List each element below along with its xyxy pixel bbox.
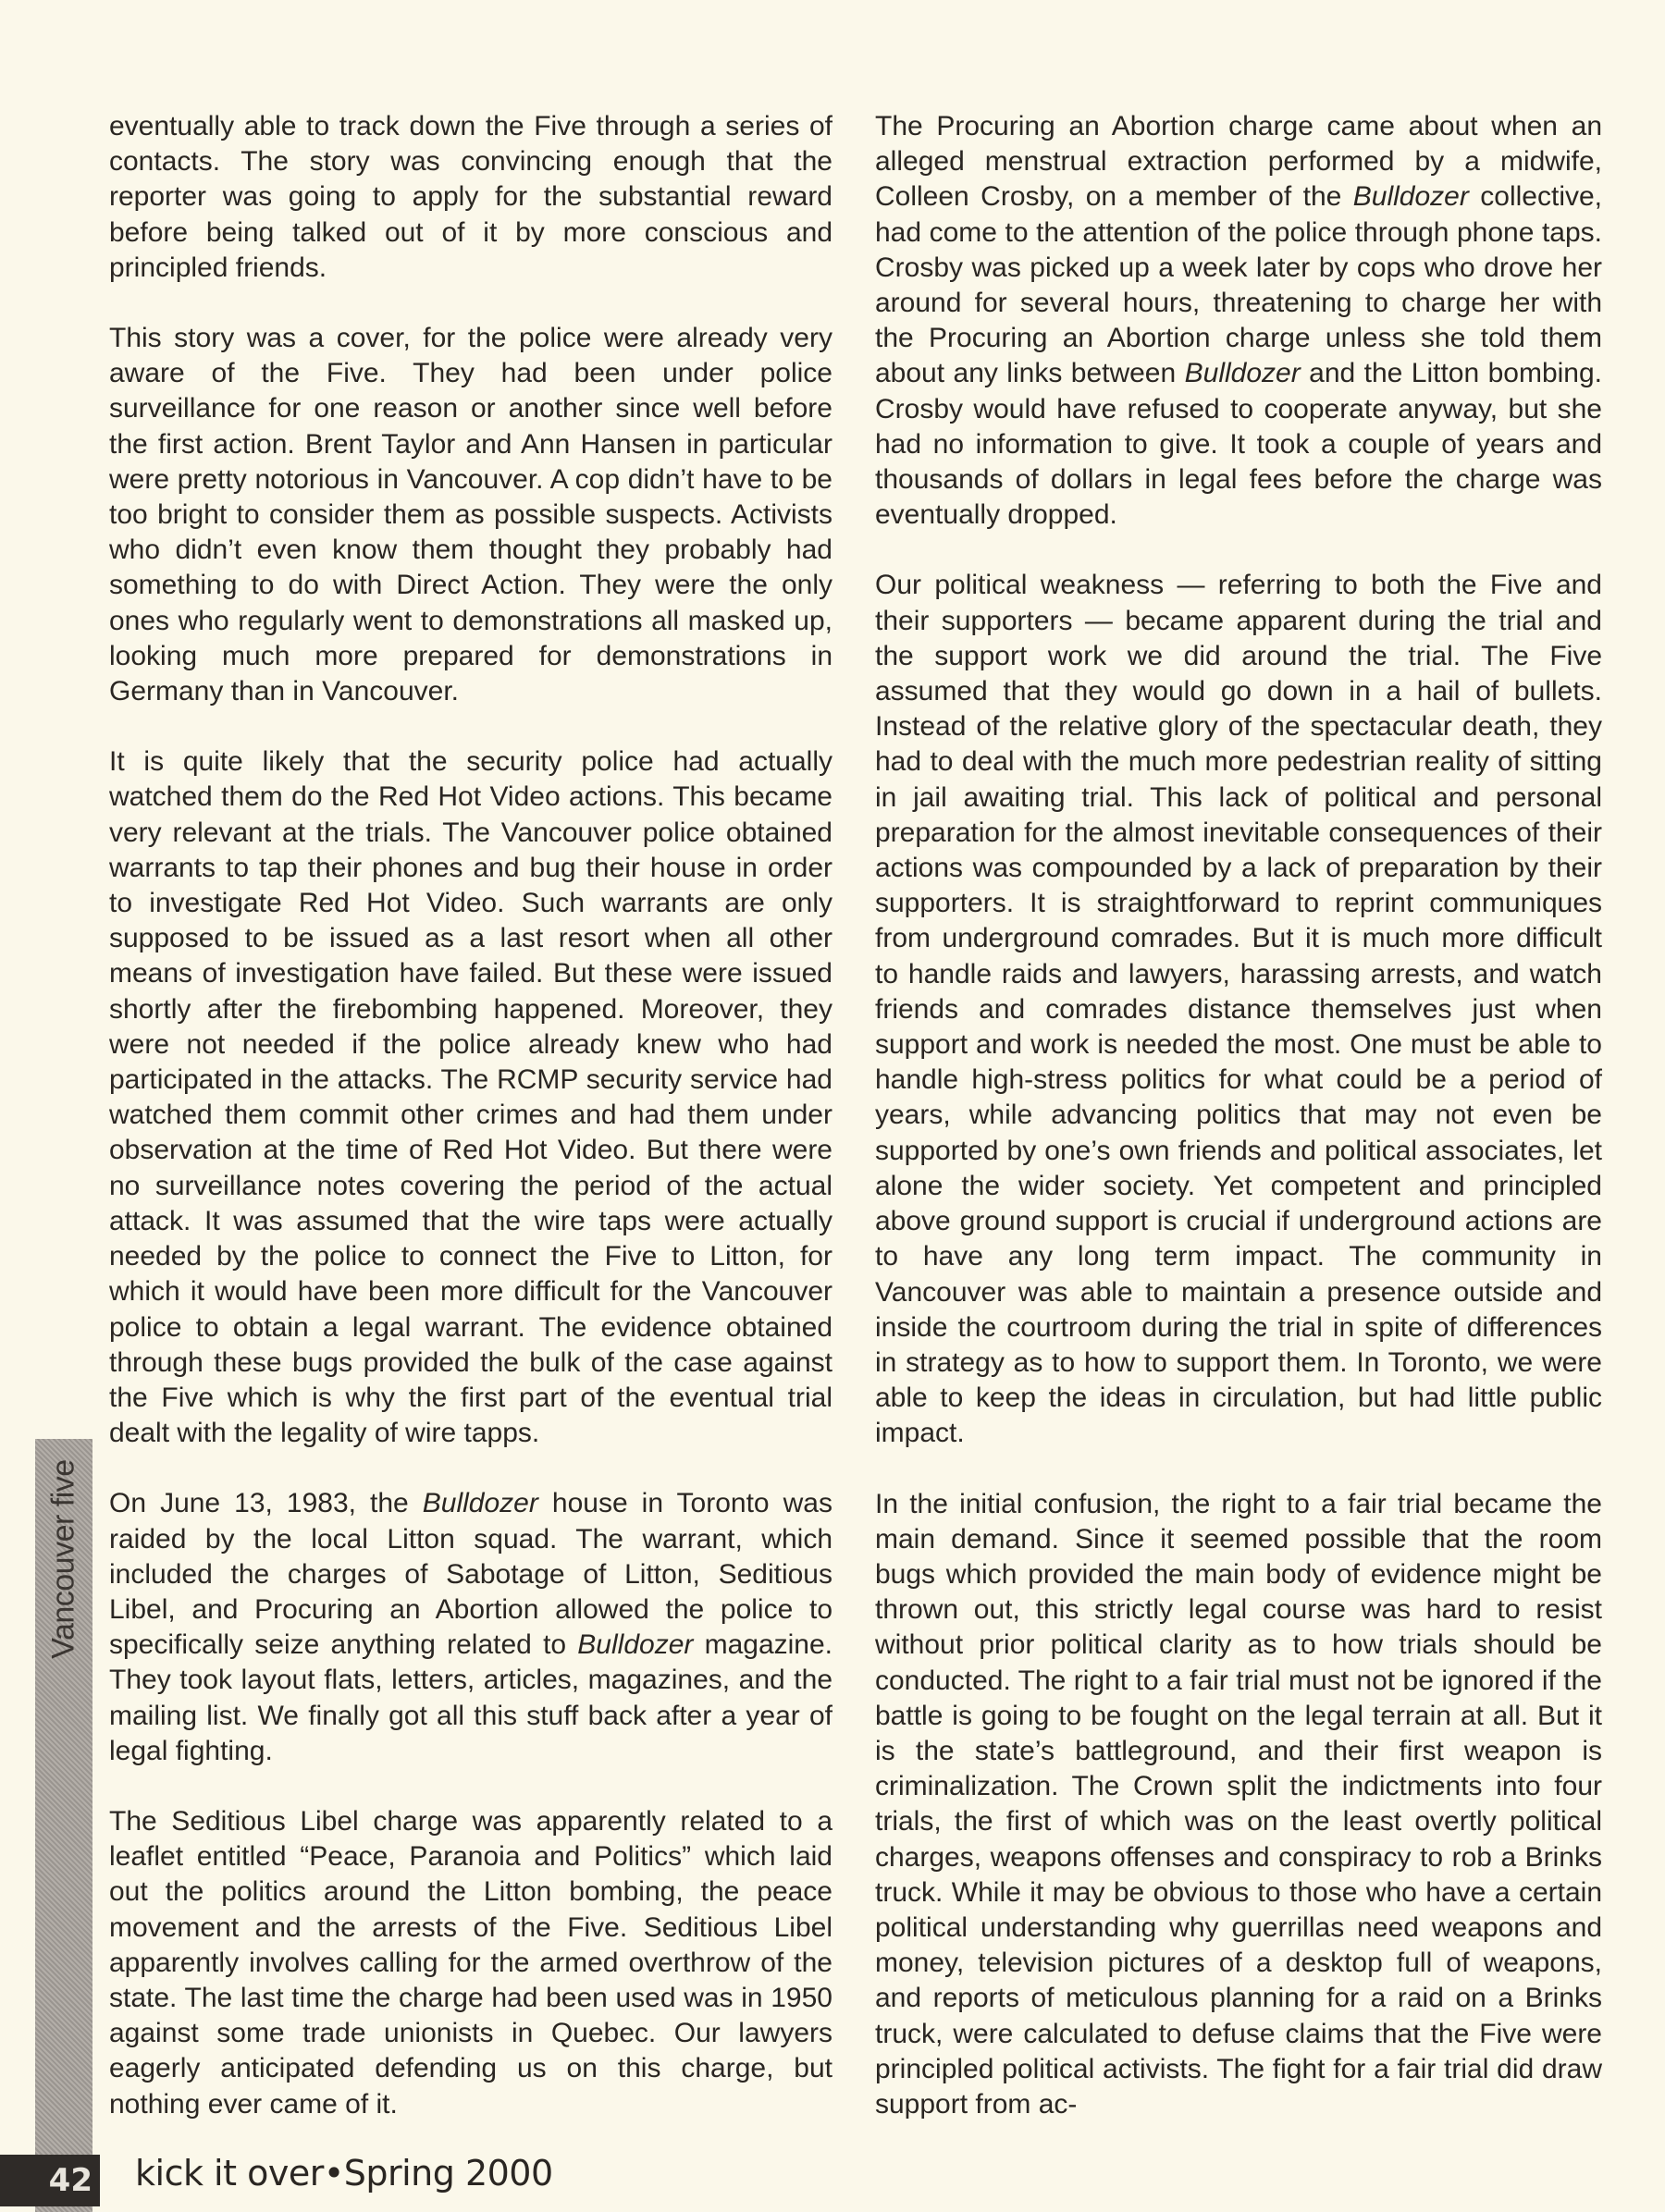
right-column	[875, 109, 1602, 2157]
text: and the Litton bombing. Crosby would have refused to cooperate anyway, but she had no information to give. It took a couple of years and thousands of dollars in legal fees before the charge was eventually dropped.	[875, 358, 1602, 531]
section-label	[35, 1439, 92, 1679]
footer-publication	[135, 2153, 553, 2194]
text: collective, had come to the attention of the police through phone taps. Crosby was picked up a week later by cops who drove her around for several hours, threatening to charge her with the Procuring an Abortion charge unless she told them about any links between	[875, 181, 1603, 389]
text: The Procuring an Abortion charge came about when an alleged menstrual extraction performed by a midwife, Colleen Crosby, on a member of the	[875, 111, 1602, 213]
publication-name: Bulldozer	[577, 1629, 694, 1661]
paragraph: eventually able to track down the Five through a series of contacts. The story was convincing enough that the reporter was going to apply for the substantial reward before being talked out of it by more conscious and principled friends.	[109, 111, 832, 283]
paragraph: This story was a cover, for the police were already very aware of the Five. They had been under police surveillance for one reason or another since well before the first action. Brent Taylor and Ann Hansen in particular were pretty notorious in Vancouver. A cop didn’t have to be too bright to consider them as possible suspects. Activists who didn’t even know them thought they probably had something to do with Direct Action. They were the only ones who regularly went to demonstrations all masked up, looking much more prepared for demonstrations in Germany than in Vancouver.	[109, 323, 832, 707]
paragraph	[109, 1486, 832, 1769]
publication-title: kick it over	[135, 2153, 324, 2194]
section-label-text: Vancouver five	[45, 1459, 81, 1659]
left-column	[109, 109, 832, 2157]
paragraph	[875, 109, 1602, 533]
paragraph: The Seditious Libel charge was apparently related to a leaflet entitled “Peace, Paranoia and Politics” which laid out the politics around the Litton bombing, the peace movement and the arrests of the Five. Seditious Libel apparently involves calling for the armed overthrow of the state. The last time the charge had been used was in 1950 against some trade unionists in Quebec. Our lawyers eagerly anticipated defending us on this charge, but nothing ever came of it.	[109, 1805, 832, 2120]
page-number: 42	[0, 2155, 100, 2206]
bullet-separator: •	[323, 2153, 344, 2194]
paragraph: Our political weakness — referring to both the Five and their supporters — became apparent during the trial and the support work we did around the trial. The Five assumed that they would go down in a hail of bullets. Instead of the relative glory of the spectacular death, they had to deal with the much more pedestrian reality of sitting in jail awaiting trial. This lack of political and personal preparation for the almost inevitable consequences of their actions was compounded by a lack of preparation by their supporters. It is straightforward to reprint communiques from underground comrades. But it is much more difficult to handle raids and lawyers, harassing arrests, and watch friends and comrades distance themselves just when support and work is needed the most. One must be able to handle high-stress politics for what could be a period of years, while advancing politics that may not even be supported by one’s own friends and political associates, let alone the wider society. Yet competent and principled above ground support is crucial if underground actions are to have any long term impact. The community in Vancouver was able to maintain a presence outside and inside the courtroom during the trial in spite of differences in strategy as to how to support them. In Toronto, we were able to keep the ideas in circulation, but had little public impact.	[875, 570, 1602, 1449]
paragraph: It is quite likely that the security police had actually watched them do the Red Hot Video actions. This became very relevant at the trials. The Vancouver police obtained warrants to tap their phones and bug their house in order to investigate Red Hot Video. Such warrants are only supposed to be issued as a last resort when all other means of investigation have failed. But these were issued shortly after the firebombing happened. Moreover, they were not needed if the police already knew who had participated in the attacks. The RCMP security service had watched them commit other crimes and had them under observation at the time of Red Hot Video. But there were no surveillance notes covering the period of the actual attack. It was assumed that the wire taps were actually needed by the police to connect the Five to Litton, for which it would have been more difficult for the Vancouver police to obtain a legal warrant. The evidence obtained through these bugs provided the bulk of the case against the Five which is why the first part of the eventual trial dealt with the legality of wire tapps.	[109, 746, 832, 1449]
publication-name: Bulldozer	[1184, 358, 1301, 389]
text: magazine. They took layout flats, letters, articles, magazines, and the mailing list. We finally got all this stuff back after a year of legal fighting.	[109, 1629, 832, 1766]
text: house in Toronto was raided by the local Litton squad. The warrant, which included the charges of Sabotage of Litton, Seditious Libel, and Procuring an Abortion allowed the police to specifically seize anything related to	[109, 1488, 832, 1661]
paragraph: In the initial confusion, the right to a fair trial became the main demand. Since it seemed possible that the room bugs which provided the main body of evidence might be thrown out, this strictly legal course was hard to resist without prior political clarity as to how trials should be conducted. The right to a fair trial must not be ignored if the battle is going to be fought on the legal terrain at all. But it is the state’s battleground, and their first weapon is criminalization. The Crown split the indictments into four trials, the first of which was on the least overtly political charges, weapons offenses and conspiracy to rob a Brinks truck. While it may be obvious to those who have a certain political understanding why guerrillas need weapons and money, television pictures of a desktop full of weapons, and reports of meticulous planning for a raid on a Brinks truck, were calculated to defuse claims that the Five were principled political activists. The fight for a fair trial did draw support from ac-	[875, 1488, 1602, 2120]
publication-name: Bulldozer	[422, 1488, 538, 1519]
issue-date: Spring 2000	[343, 2153, 553, 2194]
publication-name: Bulldozer	[1352, 181, 1469, 213]
text: On June 13, 1983, the	[109, 1488, 423, 1519]
